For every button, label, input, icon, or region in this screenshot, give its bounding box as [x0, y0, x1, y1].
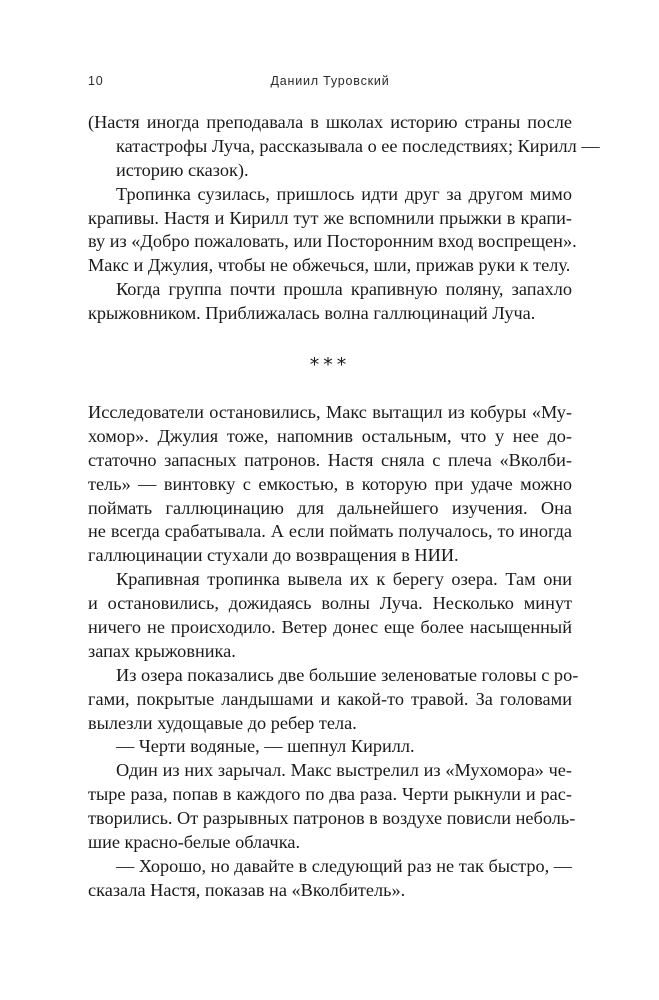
text-line: тыре раза, попав в каждого по два раза. Черти рыкнули и рас-: [88, 784, 572, 805]
text-line: Из озера показались две большие зеленоватые головы с ро-: [116, 664, 579, 685]
text-line: историю сказок).: [116, 159, 249, 180]
text-line: ву из «Добро пожаловать, или Посторонним вход воспрещен».: [88, 231, 577, 252]
text-line: Тропинка сузилась, пришлось идти друг за другом мимо: [116, 183, 572, 204]
text-line: Крапивная тропинка вывела их к берегу озера. Там они: [116, 569, 572, 590]
text-line: Когда группа почти прошла крапивную поляну, запахло: [116, 279, 572, 300]
text-line: и остановились, дожидаясь волны Луча. Несколько минут: [88, 593, 572, 614]
text-line: статочно запасных патронов. Настя сняла с плеча «Вколби-: [88, 449, 572, 470]
text-line: крыжовником. Приближалась волна галлюцинаций Луча.: [88, 303, 536, 324]
text-line: ничего не происходило. Ветер донес еще более насыщенный: [88, 617, 572, 638]
text-line: крапивы. Настя и Кирилл тут же вспомнили прыжки в крапи-: [88, 207, 572, 228]
text-line: — Черти водяные, — шепнул Кирилл.: [116, 736, 415, 757]
text-line: творились. От разрывных патронов в воздухе повисли неболь-: [88, 808, 576, 829]
text-section-2: [88, 401, 579, 903]
text-line: Исследователи остановились, Макс вытащил из кобуры «Му-: [88, 402, 572, 422]
text-line: хомор». Джулия тоже, напомнив остальным, что у нее до-: [88, 425, 572, 446]
text-line: (Настя иногда преподавала в школах историю страны после: [88, 112, 572, 132]
text-line: запах крыжовника.: [88, 640, 236, 661]
section-separator: ***: [309, 354, 351, 376]
text-line: тель» — винтовку с емкостью, в которую при удаче можно: [88, 473, 572, 494]
text-line: вылезли худощавые до ребер тела.: [88, 712, 357, 733]
text-line: Один из них зарычал. Макс выстрелил из «Мухомора» че-: [116, 760, 572, 781]
running-head-author: Даниил Туровский: [270, 74, 390, 88]
running-head: [88, 74, 572, 90]
text-line: шие красно-белые облачка.: [88, 832, 301, 853]
text-line: катастрофы Луча, рассказывала о ее последствиях; Кирилл —: [116, 135, 600, 156]
text-line: галлюцинации стухали до возвращения в НИИ.: [88, 545, 459, 566]
text-line: Макс и Джулия, чтобы не обжечься, шли, прижав руки к телу.: [88, 255, 571, 276]
text-line: гами, покрытые ландышами и какой-то травой. За головами: [88, 688, 572, 709]
text-line: поймать галлюцинацию для дальнейшего изучения. Она: [88, 497, 572, 518]
text-line: — Хорошо, но давайте в следующий раз не так быстро, —: [116, 855, 573, 876]
page-number: 10: [88, 74, 104, 88]
text-line: сказала Настя, показав на «Вколбитель».: [88, 879, 406, 900]
text-section-1: [88, 111, 600, 326]
text-line: не всегда срабатывала. А если поймать получалось, то иногда: [88, 521, 572, 542]
